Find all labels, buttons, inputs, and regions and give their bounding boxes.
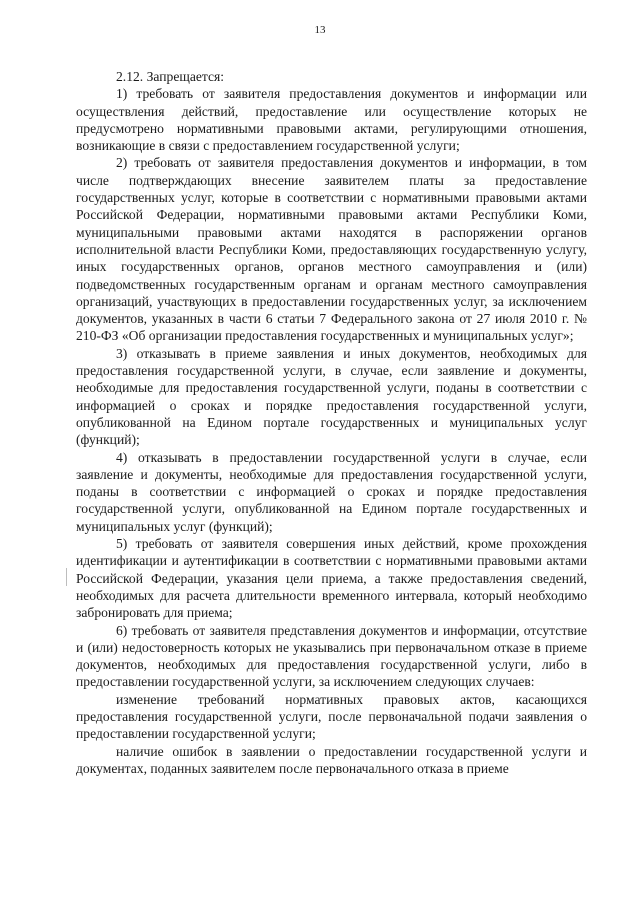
page-number: 13 bbox=[314, 24, 326, 36]
paragraph-item-2: 2) требовать от заявителя предоставления документов и информации, в том числе подтверждающих внесение заявителем платы за предоставление государственных услуг, которые в соответствии с нормативными правовыми актами Российской Федерации, нормативными правовыми актами Республики Коми, муниципальными правовыми актами находятся в распоряжении органов исполнительной власти Республики Коми, предоставляющих государственную услугу, иных государственных органов, органов местного самоуправления и (или) подведомственных государственным органам и органам местного самоуправления организаций, участвующих в предоставлении государственных услуг, за исключением документов, указанных в части 6 статьи 7 Федерального закона от 27 июля 2010 г. № 210-ФЗ «Об организации предоставления государственных и муниципальных услуг»; bbox=[76, 155, 587, 344]
exception-case-1: изменение требований нормативных правовых актов, касающихся предоставления государственной услуги, после первоначальной подачи заявления о предоставлении государственной услуги; bbox=[76, 691, 587, 742]
paragraph-item-6: 6) требовать от заявителя представления документов и информации, отсутствие и (или) недостоверность которых не указывались при первоначальном отказе в приеме документов, необходимых для предоставления государственной услуги, либо в предоставлении государственной услуги, за исключением следующих случаев: bbox=[76, 622, 587, 690]
paragraph-item-1: 1) требовать от заявителя предоставления документов и информации или осуществления действий, предоставление или осуществление которых не предусмотрено нормативными правовыми актами, регулирующими отношения, возникающие в связи с предоставлением государственной услуги; bbox=[76, 86, 587, 154]
section-heading: 2.12. Запрещается: bbox=[116, 69, 225, 84]
paragraph-item-4: 4) отказывать в предоставлении государственной услуги в случае, если заявление и документы, необходимые для предоставления государственной услуги, поданы в соответствии с информацией о сроках и порядке предоставления государственной услуги, опубликованной на Едином портале государственных и муниципальных услуг (функций); bbox=[76, 449, 587, 534]
document-body bbox=[76, 68, 587, 777]
paragraph-item-3: 3) отказывать в приеме заявления и иных документов, необходимых для предоставления государственной услуги, в случае, если заявление и документы, необходимые для предоставления государственной услуги, поданы в соответствии с информацией о сроках и порядке предоставления государственной услуги, опубликованной на Едином портале государственных и муниципальных услуг (функций); bbox=[76, 345, 587, 448]
scan-artifact-line bbox=[66, 568, 67, 586]
paragraph-item-5: 5) требовать от заявителя совершения иных действий, кроме прохождения идентификации и аутентификации в соответствии с нормативными правовыми актами Российской Федерации, указания цели приема, а также предоставления сведений, необходимых для расчета длительности временного интервала, который необходимо забронировать для приема; bbox=[76, 536, 587, 621]
exception-case-2: наличие ошибок в заявлении о предоставлении государственной услуги и документах, поданных заявителем после первоначального отказа в приеме bbox=[76, 743, 587, 776]
